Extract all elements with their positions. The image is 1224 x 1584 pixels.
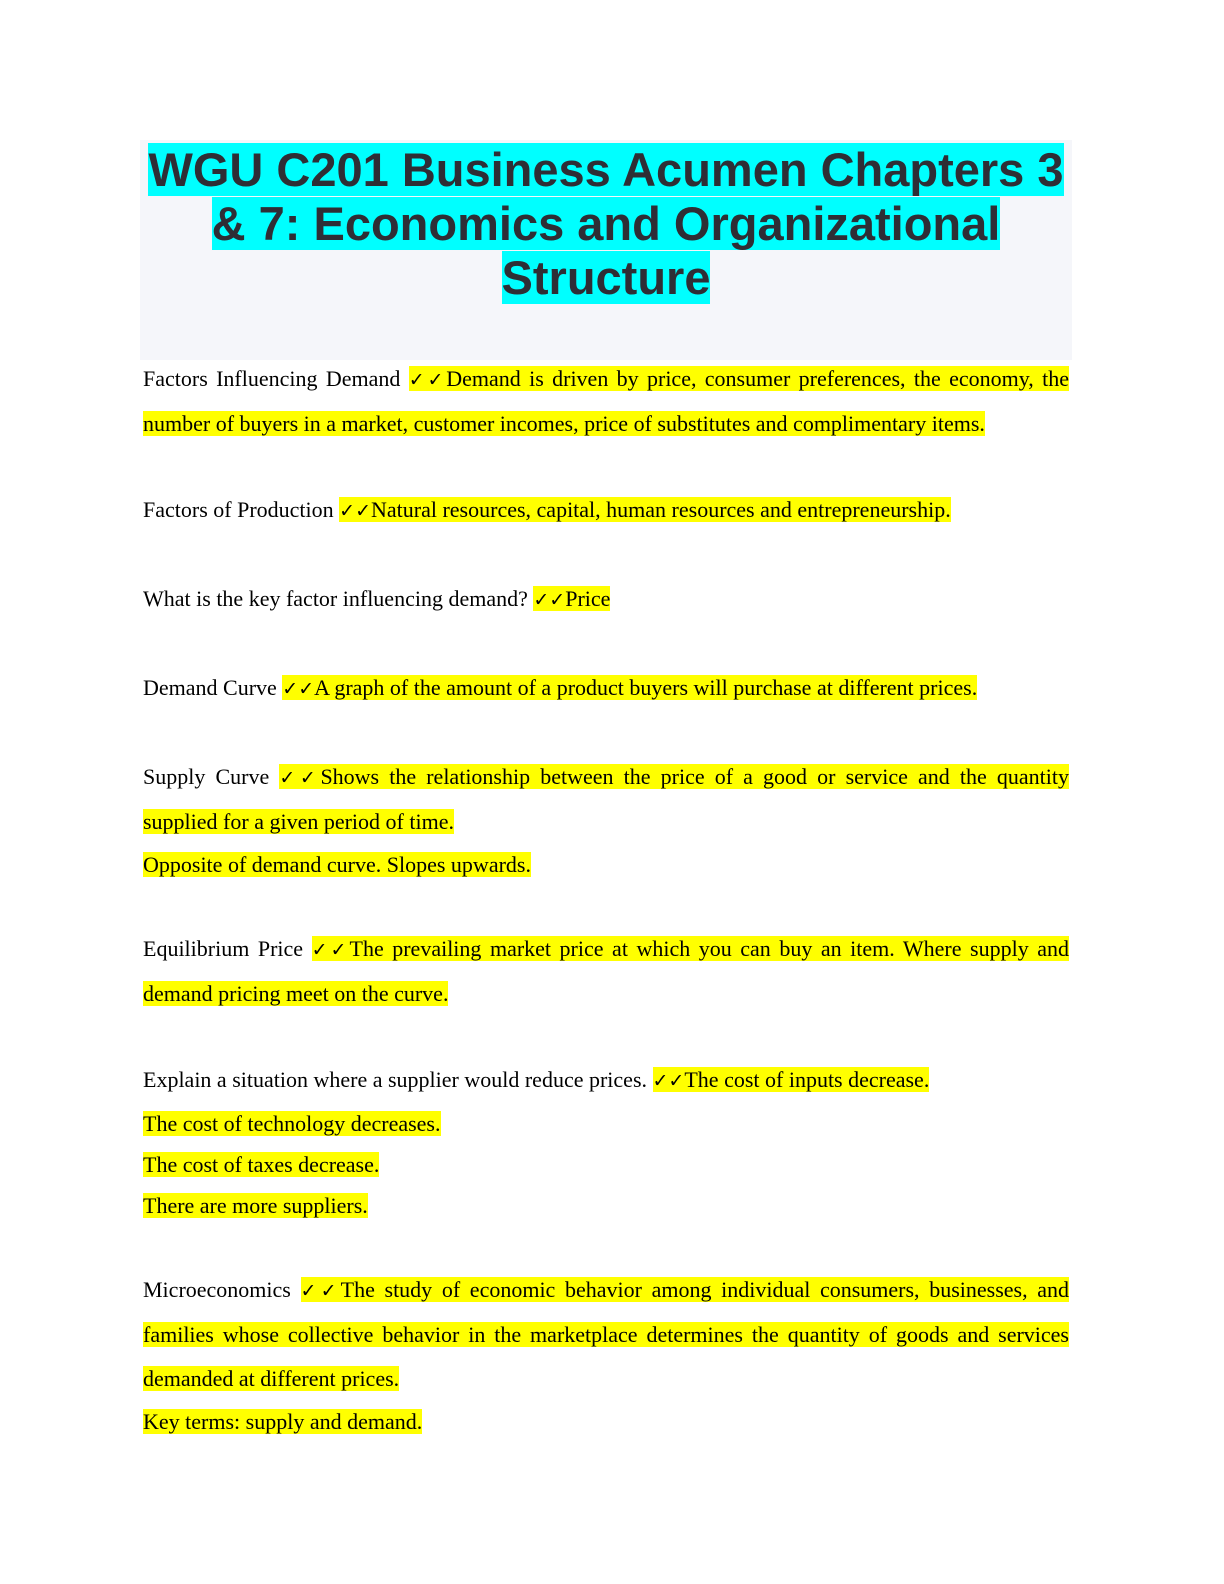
double-check-icon: ✓✓ xyxy=(533,589,566,611)
entry-term: Factors of Production xyxy=(143,497,334,522)
flashcard-entry xyxy=(143,577,1069,622)
entry-spacer xyxy=(143,446,1069,488)
entry-term: Supply Curve xyxy=(143,764,270,789)
entry-extra-text: Opposite of demand curve. Slopes upwards. xyxy=(143,852,531,877)
entry-answer: Demand is driven by price, consumer preferences, the economy, the number of buyers in a market, customer incomes, price of substitutes and complimentary items. xyxy=(143,366,1070,436)
double-check-icon: ✓✓ xyxy=(300,1280,341,1302)
entry-extra-line xyxy=(143,1401,1069,1442)
entry-extra-line xyxy=(143,1144,1069,1185)
entry-spacer xyxy=(143,885,1069,927)
entry-spacer xyxy=(143,533,1069,577)
entry-term: Microeconomics xyxy=(143,1277,291,1302)
flashcard-entry xyxy=(143,1058,1069,1103)
entry-answer: Shows the relationship between the price of a good or service and the quantity supplied for a given period of time. xyxy=(143,764,1069,834)
entry-answer: The study of economic behavior among individual consumers, businesses, and families whose collective behavior in the marketplace determines the quantity of goods and services demanded at different prices. xyxy=(143,1277,1070,1391)
flashcard-entry xyxy=(143,755,1069,844)
entry-extra-text: The cost of technology decreases. xyxy=(143,1111,441,1136)
entry-spacer xyxy=(143,1016,1069,1058)
flashcard-entry xyxy=(143,666,1069,711)
entry-answer: A graph of the amount of a product buyers will purchase at different prices. xyxy=(314,675,978,700)
flashcard-list xyxy=(143,357,1069,1442)
entry-extra-line xyxy=(143,1103,1069,1144)
entry-term: Factors Influencing Demand xyxy=(143,366,401,391)
entry-answer-highlight xyxy=(339,497,951,522)
entry-term: Equilibrium Price xyxy=(143,936,304,961)
entry-spacer xyxy=(143,622,1069,666)
entry-answer-highlight xyxy=(653,1067,930,1092)
double-check-icon: ✓✓ xyxy=(279,767,321,789)
entry-extra-line xyxy=(143,844,1069,885)
entry-spacer xyxy=(143,1226,1069,1268)
entry-answer-highlight xyxy=(533,586,610,611)
double-check-icon: ✓✓ xyxy=(282,678,315,700)
entry-spacer xyxy=(143,711,1069,755)
entry-extra-text: Key terms: supply and demand. xyxy=(143,1409,423,1434)
entry-answer: The prevailing market price at which you can buy an item. Where supply and demand pricing meet on the curve. xyxy=(143,936,1070,1006)
double-check-icon: ✓✓ xyxy=(408,369,447,391)
flashcard-entry xyxy=(143,357,1069,446)
double-check-icon: ✓✓ xyxy=(652,1070,685,1092)
entry-extra-text: There are more suppliers. xyxy=(143,1193,368,1218)
double-check-icon: ✓✓ xyxy=(311,939,350,961)
entry-extra-line xyxy=(143,1185,1069,1226)
entry-term: Explain a situation where a supplier would reduce prices. xyxy=(143,1067,648,1092)
entry-answer: The cost of inputs decrease. xyxy=(684,1067,930,1092)
entry-answer-highlight xyxy=(143,764,1069,834)
double-check-icon: ✓✓ xyxy=(339,500,371,522)
title-block xyxy=(140,140,1072,360)
entry-term: What is the key factor influencing demand? xyxy=(143,586,528,611)
flashcard-entry xyxy=(143,488,1069,533)
entry-answer: Price xyxy=(565,586,611,611)
document-title xyxy=(140,140,1072,305)
entry-answer-highlight xyxy=(282,675,977,700)
entry-term: Demand Curve xyxy=(143,675,277,700)
entry-answer: Natural resources, capital, human resources and entrepreneurship. xyxy=(371,497,951,522)
flashcard-entry xyxy=(143,1268,1069,1401)
flashcard-entry xyxy=(143,927,1069,1016)
entry-extra-text: The cost of taxes decrease. xyxy=(143,1152,380,1177)
document-title-text: WGU C201 Business Acumen Chapters 3 & 7: Economics and Organizational Structure xyxy=(148,143,1064,304)
